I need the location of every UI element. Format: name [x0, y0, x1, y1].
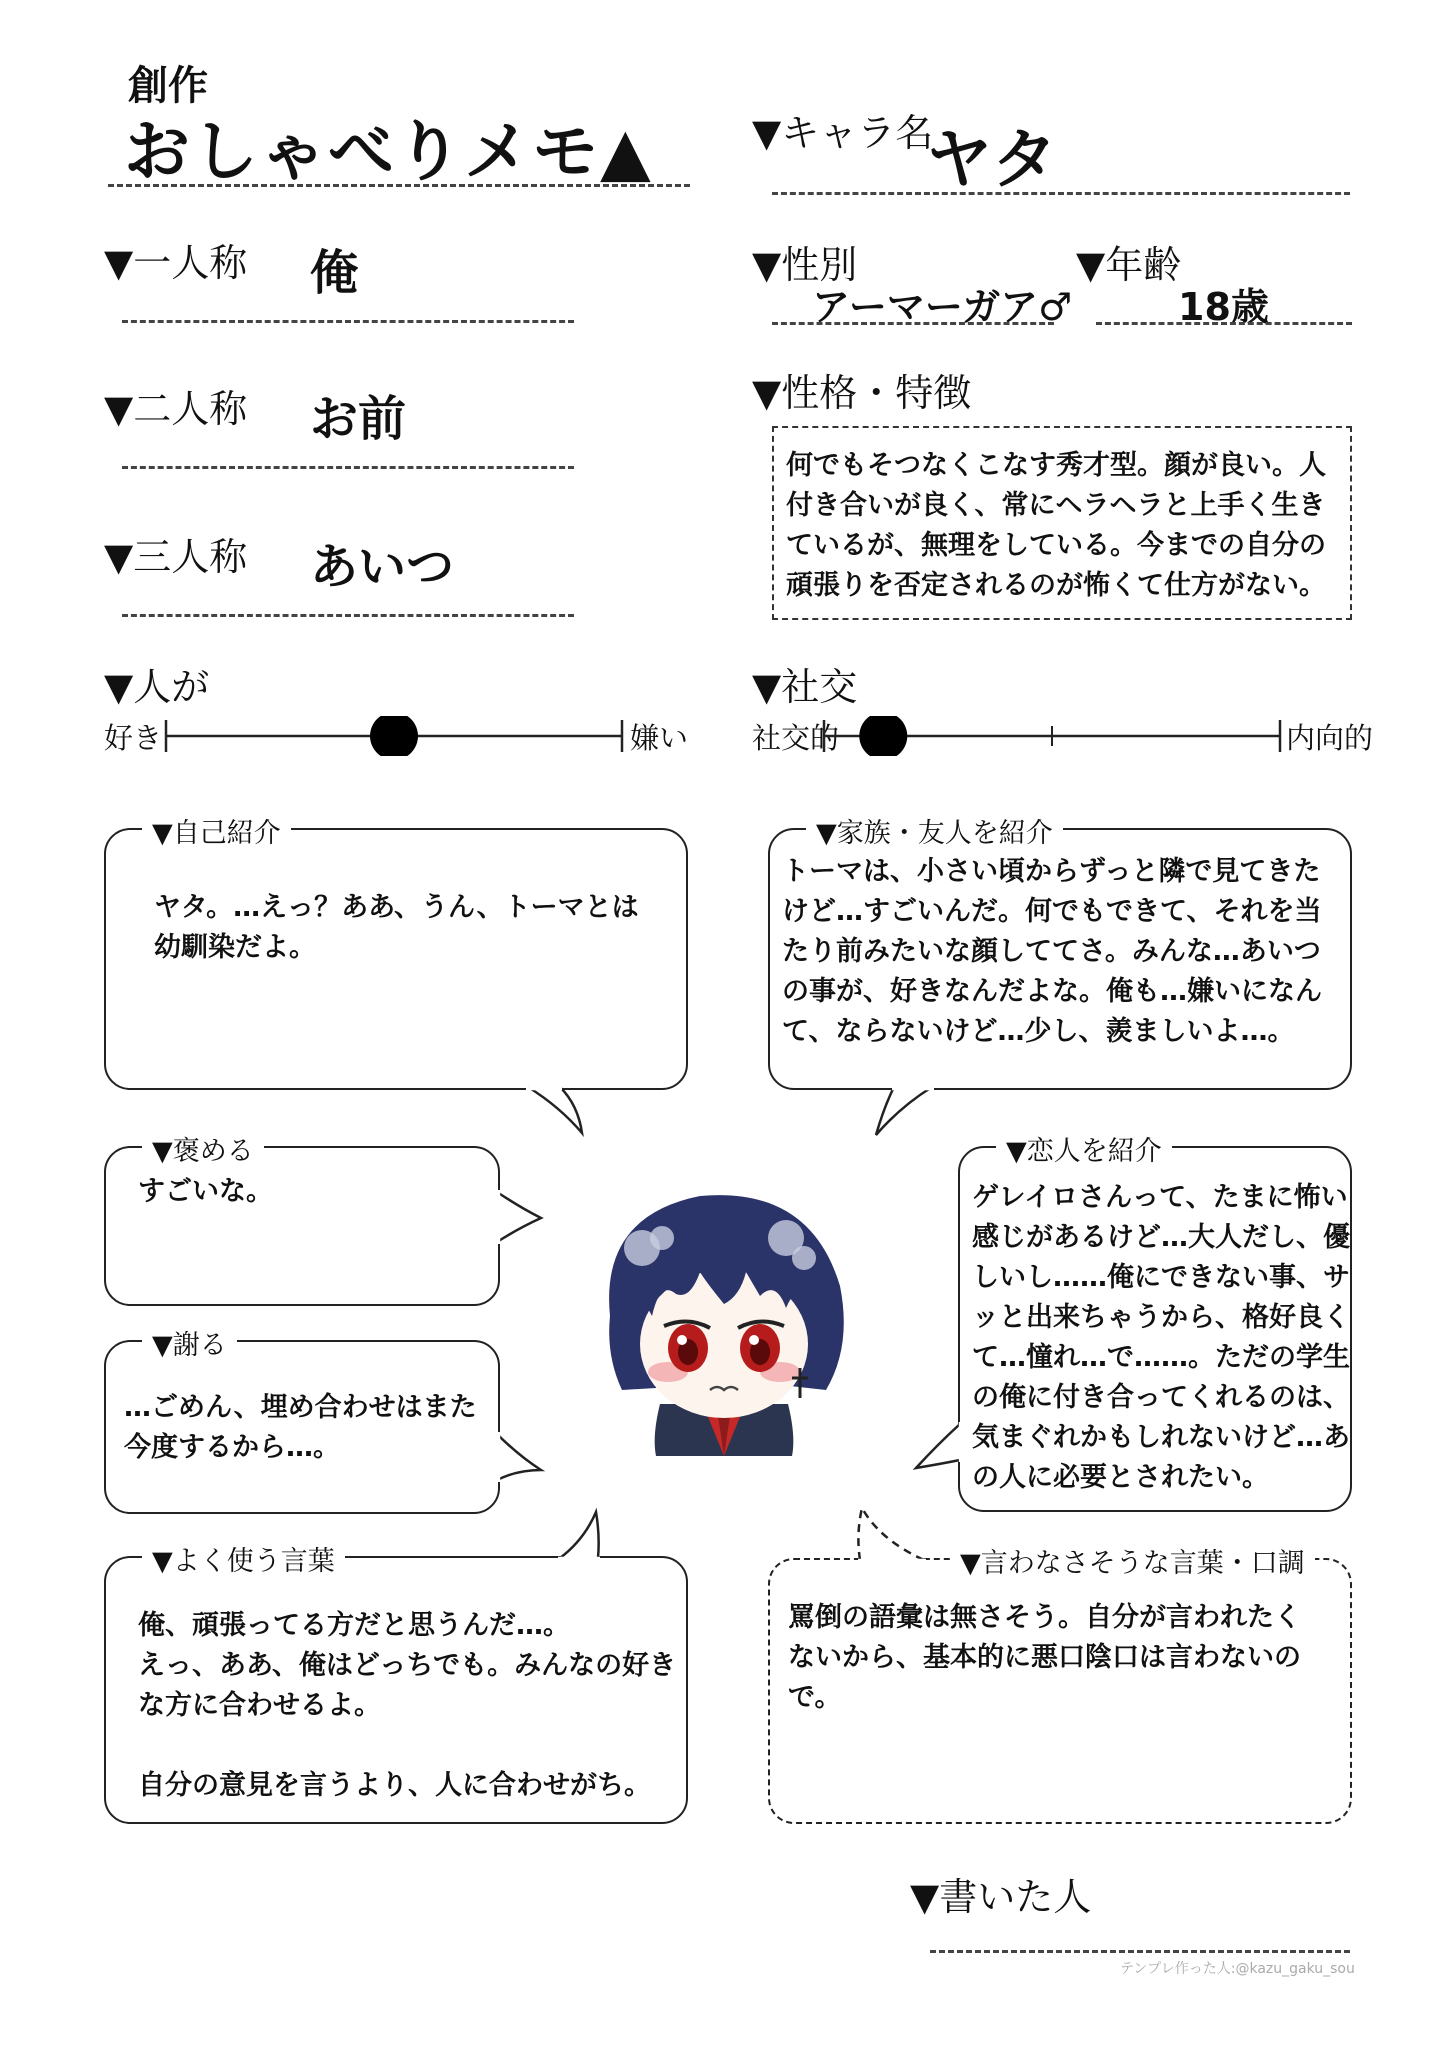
third-person-underline	[122, 614, 574, 617]
lover-text: ゲレイロさんって、たまに怖い 感じがあるけど…大人だし、優 しいし……俺にできない事、サ ッと出来ちゃうから、格好良く て…憧れ…で……。ただの学生 の俺に付き合ってくれるのは、 気まぐれかもしれないけど…あ の人に必要とされたい。	[972, 1182, 1350, 1493]
family-title: ▼家族・友人を紹介	[806, 811, 1063, 850]
people-scale-marker	[370, 716, 418, 756]
age-label: ▼年齢	[1076, 243, 1182, 287]
family-bubble-tail	[870, 1087, 940, 1137]
praise-bubble	[104, 1136, 500, 1306]
praise-title: ▼褒める	[142, 1129, 264, 1168]
author-label: ▼書いた人	[910, 1875, 1092, 1919]
intro-bubble-tail	[520, 1087, 590, 1135]
page-title: おしゃべりメモ▲	[124, 113, 653, 190]
intro-text: ヤタ。…えっ？ああ、うん、トーマとは 幼馴染だよ。	[154, 892, 639, 963]
personality-text: 何でもそつなくこなす秀才型。顔が良い。人 付き合いが良く、常にヘラヘラと上手く生き ているが、無理をしている。今までの自分の 頑張りを否定されるのが怖くて仕方がない。	[786, 450, 1326, 601]
family-bubble	[768, 818, 1352, 1090]
intro-bubble	[104, 818, 688, 1090]
social-scale-bar[interactable]	[818, 716, 1286, 756]
unsaid-words-text: 罵倒の語彙は無さそう。自分が言われたく ないから、基本的に悪口陰口は言わないの で。	[788, 1602, 1301, 1713]
gender-value: アーマーガア♂	[812, 285, 1073, 329]
second-person-label: ▼二人称	[104, 387, 248, 431]
character-name: ヤタ	[926, 121, 1058, 198]
social-scale-marker	[859, 716, 907, 756]
common-words-text: 俺、頑張ってる方だと思うんだ…。 えっ、ああ、俺はどっちでも。みんなの好き な方に合わせるよ。 自分の意見を言うより、人に合わせがち。	[138, 1610, 677, 1801]
second-person-value: お前	[310, 391, 407, 447]
praise-text: すごいな。	[138, 1176, 273, 1207]
intro-title: ▼自己紹介	[142, 811, 291, 850]
third-person-label: ▼三人称	[104, 535, 248, 579]
name-underline	[772, 192, 1350, 195]
unsaid-words-bubble-tail	[850, 1506, 930, 1562]
unsaid-words-title: ▼言わなさそうな言葉・口調	[950, 1541, 1315, 1580]
personality-box	[772, 426, 1352, 620]
age-underline	[1096, 322, 1352, 325]
social-scale-label: ▼社交	[752, 665, 858, 709]
social-scale-left: 社交的	[752, 721, 840, 755]
common-words-title: ▼よく使う言葉	[142, 1539, 345, 1578]
first-person-underline	[122, 320, 574, 323]
apology-text: …ごめん、埋め合わせはまた 今度するから…。	[124, 1392, 477, 1463]
apology-bubble-tail	[497, 1430, 545, 1500]
people-scale-bar[interactable]	[160, 716, 628, 756]
lover-bubble	[958, 1136, 1352, 1512]
common-words-bubble	[104, 1546, 688, 1824]
praise-bubble-tail	[497, 1186, 545, 1256]
age-value: 18歳	[1178, 285, 1269, 329]
lover-bubble-tail	[912, 1420, 962, 1480]
people-scale-left: 好き	[104, 721, 163, 755]
people-scale-right: 嫌い	[630, 721, 689, 755]
first-person-value: 俺	[310, 245, 359, 301]
family-text: トーマは、小さい頃からずっと隣で見てきた けど…すごいんだ。何でもできて、それを当 たり前みたいな顔しててさ。みんな…あいつ の事が、好きなんだよな。俺も…嫌いになん て、ならないけど…少し、羨ましいよ…。	[782, 856, 1322, 1047]
second-person-underline	[122, 466, 574, 469]
character-illustration	[590, 1176, 858, 1456]
people-scale-label: ▼人が	[104, 665, 210, 709]
lover-title: ▼恋人を紹介	[996, 1129, 1172, 1168]
name-label: ▼キャラ名	[752, 111, 934, 155]
first-person-label: ▼一人称	[104, 241, 248, 285]
template-credit: テンプレ作った人:@kazu_gaku_sou	[1120, 1961, 1355, 1977]
common-words-bubble-tail	[540, 1510, 610, 1560]
author-underline	[930, 1950, 1350, 1953]
apology-title: ▼謝る	[142, 1323, 237, 1362]
apology-bubble	[104, 1330, 500, 1514]
personality-label: ▼性格・特徴	[752, 371, 972, 415]
gender-underline	[772, 322, 1054, 325]
unsaid-words-bubble	[768, 1548, 1352, 1824]
gender-label: ▼性別	[752, 243, 858, 287]
third-person-value: あいつ	[310, 539, 455, 595]
header-subtitle: 創作	[128, 63, 208, 109]
social-scale-right: 内向的	[1286, 721, 1374, 755]
title-underline	[108, 184, 690, 187]
